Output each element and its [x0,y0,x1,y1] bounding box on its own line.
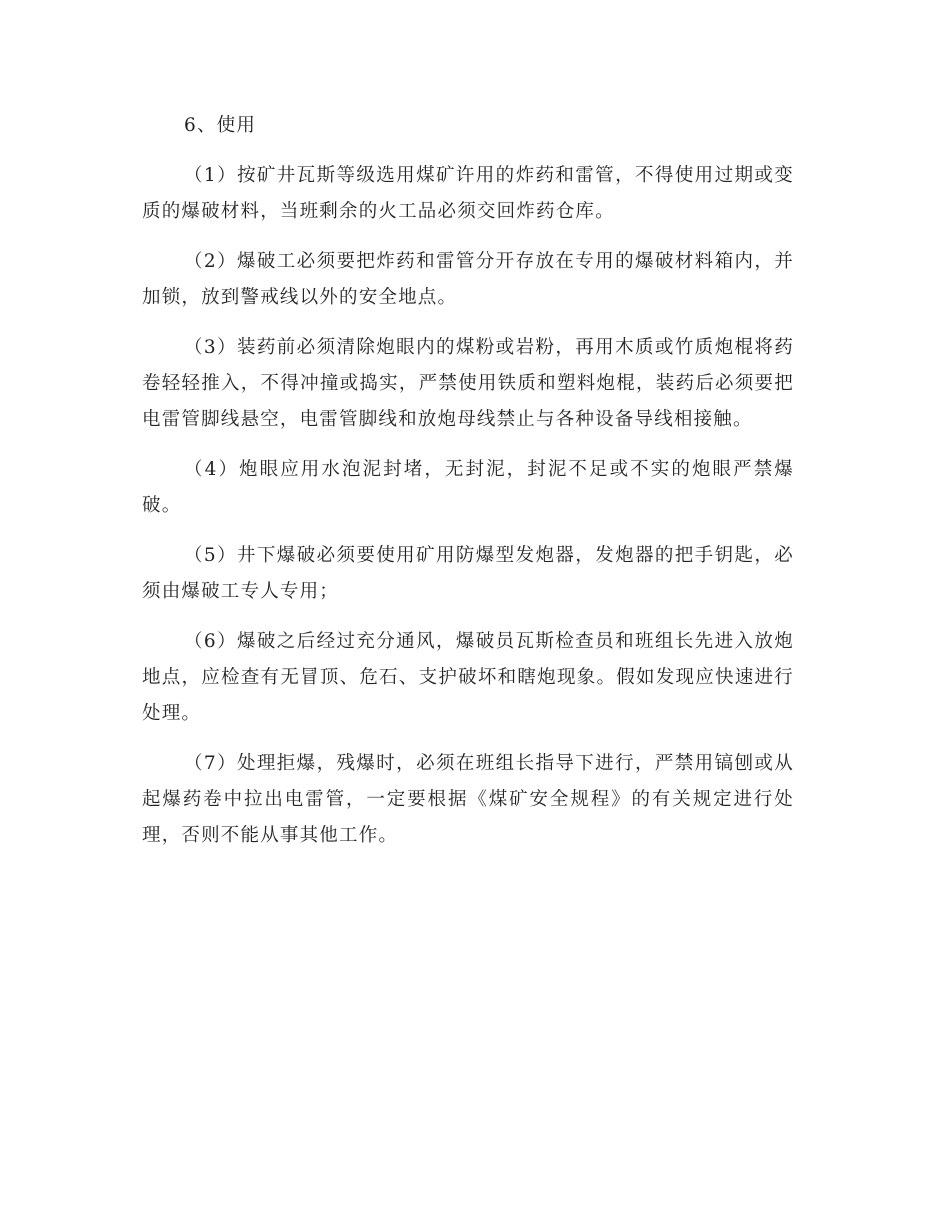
paragraph-5: （5）井下爆破必须要使用矿用防爆型发炮器，发炮器的把手钥匙，必须由爆破工专人专用； [142,545,794,602]
paragraph-7: （7）处理拒爆，残爆时，必须在班组长指导下进行，严禁用镐刨或从起爆药卷中拉出电雷管，一定要根据《煤矿安全规程》的有关规定进行处理，否则不能从事其他工作。 [142,753,794,846]
paragraph-4: （4）炮眼应用水泡泥封堵，无封泥，封泥不足或不实的炮眼严禁爆破。 [142,459,794,516]
paragraph-2: （2）爆破工必须要把炸药和雷管分开存放在专用的爆破材料箱内，并加锁，放到警戒线以外的安全地点。 [142,251,794,308]
section-heading: 6、使用 [184,115,257,136]
paragraph-1: （1）按矿井瓦斯等级选用煤矿许用的炸药和雷管，不得使用过期或变质的爆破材料，当班剩余的火工品必须交回炸药仓库。 [142,165,794,222]
paragraph-3: （3）装药前必须清除炮眼内的煤粉或岩粉，再用木质或竹质炮棍将药卷轻轻推入，不得冲撞或捣实，严禁使用铁质和塑料炮棍，装药后必须要把电雷管脚线悬空，电雷管脚线和放炮母线禁止与各种设备导线相接触。 [142,337,794,430]
document-body [142,108,794,868]
paragraph-6: （6）爆破之后经过充分通风，爆破员瓦斯检查员和班组长先进入放炮地点，应检查有无冒顶、危石、支护破坏和瞎炮现象。假如发现应快速进行处理。 [142,631,794,724]
